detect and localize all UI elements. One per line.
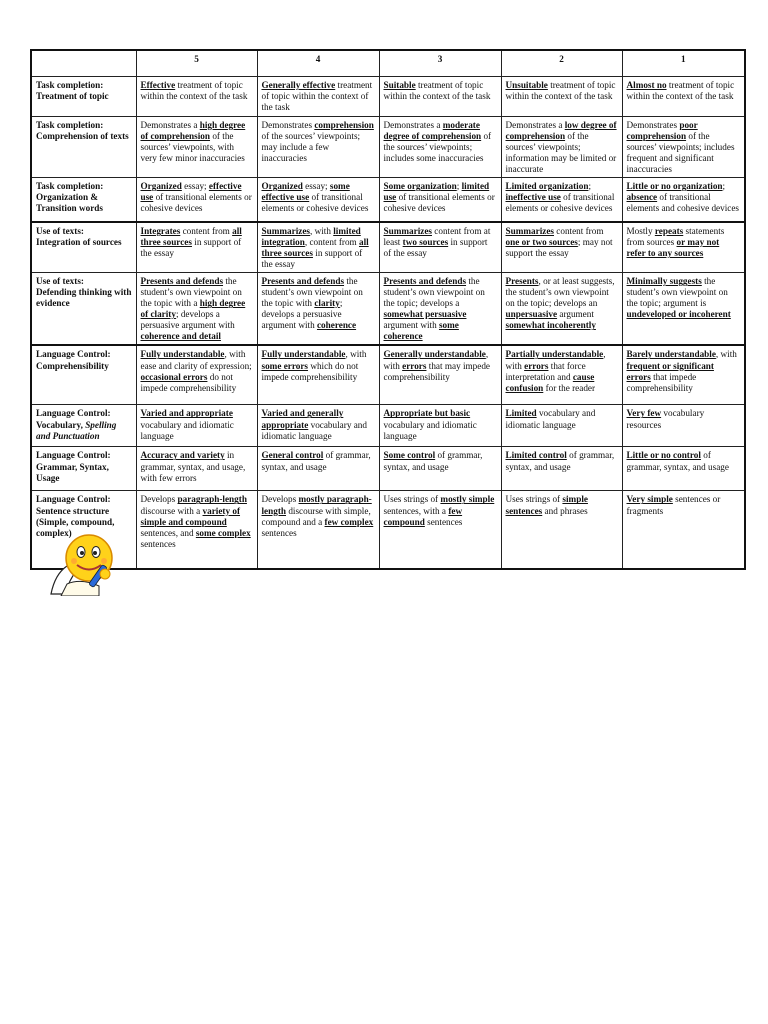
descriptor-text: ; [588,181,592,192]
descriptor-cell-score-2 [501,273,622,346]
rubric-row [31,77,745,117]
emphasis-text: limited use [383,181,490,203]
emphasis-text: clarity [314,298,340,309]
descriptor-cell-score-5 [136,222,257,273]
emphasis-text: or may not refer to any sources [626,237,720,259]
emphasis-text: paragraph-length [177,494,247,505]
criterion-line: Defending thinking with evidence [36,287,132,309]
descriptor-text: Uses strings of [383,494,441,505]
descriptor-text: sentences [140,538,176,549]
emphasis-text: low degree of comprehension [505,120,617,142]
rubric-row [31,273,745,346]
descriptor-text: ; develops a persuasive argument with [261,298,343,331]
criterion-label [31,273,136,346]
descriptor-text: of the sources’ viewpoints; includes frequent and significant inaccuracies [626,131,735,175]
score-header-4: 4 [257,50,379,77]
descriptor-text: vocabulary and idiomatic language [505,408,596,430]
descriptor-text: ; may not support the essay [505,237,613,259]
emphasis-text: Almost no [626,80,667,90]
descriptor-cell-score-1 [622,491,745,570]
emphasis-text: simple sentences [505,494,588,516]
emphasis-text: Limited organization [505,181,589,192]
emphasis-text: absence [626,192,658,203]
rubric-row [31,491,745,570]
emphasis-text: Effective [140,80,176,90]
descriptor-text: treatment of topic within the context of the task [626,80,735,102]
rubric-row [31,405,745,447]
score-header-3: 3 [379,50,501,77]
emphasis-text: unpersuasive [505,309,558,320]
emphasis-text: some coherence [383,320,459,342]
criterion-line: Comprehension of texts [36,131,129,142]
criterion-label [31,447,136,491]
descriptor-text: Demonstrates a [140,120,200,130]
descriptor-text: , with [505,349,606,371]
emphasis-text: high degree of comprehension [140,120,246,142]
emphasis-text: somewhat incoherently [505,320,596,331]
descriptor-cell-score-1 [622,447,745,491]
descriptor-cell-score-3 [379,491,501,570]
descriptor-cell-score-2 [501,447,622,491]
emphasis-text: ineffective use [505,192,561,203]
emphasis-text: General control [261,450,324,461]
descriptor-text: that impede comprehensibility [626,371,697,393]
descriptor-cell-score-3 [379,77,501,117]
criterion-label [31,222,136,273]
emphasis-text: cause confusion [505,371,595,393]
descriptor-text: in grammar, syntax, and usage, with few errors [140,450,246,483]
descriptor-text: Demonstrates [626,120,680,130]
descriptor-text: vocabulary and idiomatic language [383,419,477,441]
descriptor-cell-score-1 [622,273,745,346]
emphasis-text: some errors [261,360,309,371]
descriptor-text: essay; [181,181,209,192]
descriptor-text: argument [557,309,594,320]
emphasis-text: Little or no organization [626,181,723,192]
emphasis-text: Integrates [140,226,181,237]
descriptor-text: , or at least suggests, the student’s own viewpoint on the topic; develops an [505,276,615,309]
emphasis-text: Presents [505,276,539,287]
descriptor-cell-score-1 [622,117,745,178]
criterion-line: (Simple, compound, [36,516,115,527]
header-corner [31,50,136,77]
emphasis-text: few complex [324,516,374,527]
criterion-label [31,405,136,447]
descriptor-text: Demonstrates [261,120,315,130]
criterion-line: Spelling and Punctuation [36,419,117,441]
rubric-row [31,345,745,405]
descriptor-text: Demonstrates a [505,120,565,130]
descriptor-text: , with [345,349,367,360]
emphasis-text: Suitable [383,80,416,90]
descriptor-text: , with [309,226,334,237]
descriptor-text: argument with [383,320,439,331]
descriptor-text: of the sources’ viewpoints; information may be limited or inaccurate [505,131,617,175]
emphasis-text: Summarizes [505,226,554,237]
descriptor-text: , content from [304,237,359,248]
descriptor-text: vocabulary resources [626,408,705,430]
emphasis-text: Unsuitable [505,80,548,90]
criterion-line: Task completion: [36,80,104,90]
descriptor-text: that may impede comprehensibility [383,360,490,382]
emphasis-text: Presents and defends [261,276,345,287]
emphasis-text: Minimally suggests [626,276,702,287]
descriptor-cell-score-1 [622,77,745,117]
descriptor-text: Uses strings of [505,494,563,505]
emphasis-text: coherence and detail [140,331,221,342]
descriptor-text: sentences or fragments [626,494,721,516]
descriptor-text: treatment of topic within the context of the task [383,80,491,102]
criterion-line: Transition words [36,203,103,214]
descriptor-cell-score-4 [257,491,379,570]
criterion-line: Use of texts: [36,276,84,287]
descriptor-cell-score-2 [501,178,622,223]
emphasis-text: Little or no control [626,450,701,461]
emphasis-text: Presents and defends [140,276,224,287]
descriptor-text: of the sources’ viewpoints; includes some inaccuracies [383,131,492,164]
criterion-line: Task completion: [36,120,104,130]
criterion-line: Organization & [36,192,99,203]
descriptor-text: of the sources’ viewpoints; may include a few inaccuracies [261,131,361,164]
descriptor-text: ; [722,181,726,192]
criterion-line: Task completion: [36,181,104,192]
emphasis-text: Limited control [505,450,567,461]
descriptor-cell-score-5 [136,491,257,570]
descriptor-text: Develops [140,494,178,505]
descriptor-cell-score-5 [136,345,257,405]
emphasis-text: Very simple [626,494,673,505]
descriptor-cell-score-3 [379,345,501,405]
descriptor-text: do not impede comprehensibility [140,371,237,393]
descriptor-cell-score-5 [136,77,257,117]
descriptor-cell-score-4 [257,178,379,223]
descriptor-text: content from at least [383,226,491,248]
descriptor-text: content from [180,226,233,237]
emphasis-text: occasional errors [140,371,208,382]
emphasis-text: all three sources [140,226,242,248]
emphasis-text: Generally effective [261,80,336,90]
emphasis-text: all three sources [261,237,369,259]
descriptor-cell-score-3 [379,447,501,491]
descriptor-cell-score-1 [622,345,745,405]
emphasis-text: repeats [654,226,684,237]
emphasis-text: errors [524,360,549,371]
emphasis-text: mostly paragraph-length [261,494,372,516]
descriptor-text: treatment of topic within the context of the task [261,80,373,113]
descriptor-cell-score-2 [501,405,622,447]
descriptor-text: the student’s own viewpoint on the topic with [261,276,363,309]
criterion-line: complex) [36,527,72,538]
descriptor-text: , with [715,349,737,360]
emphasis-text: Summarizes [383,226,432,237]
descriptor-cell-score-5 [136,447,257,491]
descriptor-text: Mostly [626,226,655,237]
descriptor-text: , with [383,349,489,371]
descriptor-text: statements from sources [626,226,725,248]
descriptor-text: of transitional elements or cohesive devices [383,192,495,214]
descriptor-cell-score-3 [379,273,501,346]
descriptor-text: of the sources’ viewpoints, with very few minor inaccuracies [140,131,245,164]
descriptor-cell-score-1 [622,178,745,223]
descriptor-text: in support of the essay [261,248,363,270]
emphasis-text: effective use [140,181,242,203]
descriptor-cell-score-2 [501,222,622,273]
descriptor-text: Demonstrates a [383,120,443,130]
emphasis-text: Some organization [383,181,457,192]
descriptor-text: discourse with simple, compound and a [261,505,371,527]
descriptor-cell-score-5 [136,273,257,346]
emphasis-text: undeveloped or incoherent [626,309,731,320]
descriptor-text: Develops [261,494,299,505]
descriptor-text: of grammar, syntax, and usage [383,450,483,472]
descriptor-text: and phrases [542,505,588,516]
descriptor-text: the student’s own viewpoint on the topic with a [140,276,242,309]
descriptor-cell-score-3 [379,222,501,273]
emphasis-text: high degree of clarity [140,298,246,320]
criterion-line: Language Control: [36,408,111,419]
criterion-line: Language Control: [36,494,111,505]
descriptor-cell-score-1 [622,405,745,447]
descriptor-cell-score-4 [257,447,379,491]
criterion-line: Usage [36,472,60,483]
descriptor-text: treatment of topic within the context of the task [505,80,616,102]
emphasis-text: Organized [261,181,303,192]
criterion-line: Comprehensibility [36,360,109,371]
emphasis-text: moderate degree of comprehension [383,120,482,142]
descriptor-cell-score-4 [257,405,379,447]
descriptor-text: of transitional elements or cohesive devices [140,192,252,214]
emphasis-text: Appropriate but basic [383,408,471,419]
descriptor-cell-score-5 [136,117,257,178]
descriptor-cell-score-4 [257,345,379,405]
descriptor-text: discourse with a [140,505,203,516]
descriptor-cell-score-2 [501,77,622,117]
descriptor-text: the student’s own viewpoint on the topic; argument is [626,276,728,309]
descriptor-cell-score-3 [379,117,501,178]
emphasis-text: Very few [626,408,662,419]
emphasis-text: frequent or significant errors [626,360,714,382]
emphasis-text: few compound [383,505,463,527]
descriptor-text: sentences, with a [383,505,449,516]
descriptor-cell-score-4 [257,77,379,117]
descriptor-cell-score-4 [257,222,379,273]
descriptor-text: content from [553,226,604,237]
criterion-label [31,77,136,117]
emphasis-text: Generally understandable [383,349,486,360]
descriptor-text: of grammar, syntax, and usage [626,450,729,472]
descriptor-text: for the reader [543,382,596,393]
descriptor-text: vocabulary and idiomatic language [140,419,234,441]
descriptor-text: of transitional elements or cohesive devices [261,192,369,214]
descriptor-cell-score-2 [501,345,622,405]
emphasis-text: Fully understandable [261,349,346,360]
descriptor-text: in support of the essay [140,237,242,259]
emphasis-text: Limited [505,408,537,419]
descriptor-cell-score-1 [622,222,745,273]
criterion-label [31,178,136,223]
descriptor-text: vocabulary and idiomatic language [261,419,367,441]
emphasis-text: some effective use [261,181,350,203]
rubric-row [31,447,745,491]
descriptor-cell-score-3 [379,405,501,447]
emphasis-text: somewhat persuasive [383,309,467,320]
criterion-line: Vocabulary, [36,419,86,430]
descriptor-text: ; [456,181,462,192]
emphasis-text: some complex [195,527,251,538]
descriptor-text: that force interpretation and [505,360,586,382]
descriptor-cell-score-2 [501,491,622,570]
emphasis-text: Fully understandable [140,349,225,360]
descriptor-text: treatment of topic within the context of the task [140,80,248,102]
descriptor-text: ; develops a persuasive argument with [140,309,235,331]
score-header-5: 5 [136,50,257,77]
criterion-line: Integration of sources [36,237,122,248]
emphasis-text: Some control [383,450,436,461]
rubric-row [31,222,745,273]
descriptor-text: sentences [424,516,463,527]
emphasis-text: poor comprehension [626,120,698,142]
emphasis-text: limited integration [261,226,361,248]
descriptor-text: the student’s own viewpoint on the topic; develops a [383,276,485,309]
descriptor-cell-score-2 [501,117,622,178]
descriptor-cell-score-3 [379,178,501,223]
criterion-label [31,117,136,178]
criterion-line: Grammar, Syntax, [36,461,109,472]
descriptor-text: of transitional elements and cohesive devices [626,192,740,214]
descriptor-cell-score-5 [136,178,257,223]
rubric-table [30,49,746,570]
descriptor-cell-score-4 [257,273,379,346]
emphasis-text: errors [402,360,427,371]
emphasis-text: Varied and generally appropriate [261,408,344,430]
emphasis-text: Partially understandable [505,349,604,360]
criterion-line: Language Control: [36,349,111,360]
emphasis-text: comprehension [314,120,374,130]
score-header-2: 2 [501,50,622,77]
emphasis-text: Summarizes [261,226,310,237]
descriptor-text: in support of the essay [383,237,488,259]
score-header-1: 1 [622,50,745,77]
rubric-row [31,117,745,178]
smiley-writer-icon [47,530,121,596]
criterion-label [31,345,136,405]
emphasis-text: one or two sources [505,237,578,248]
descriptor-text: , with ease and clarity of expression; [140,349,252,371]
criterion-line: Language Control: [36,450,111,461]
emphasis-text: Accuracy and variety [140,450,225,461]
criterion-line: Use of texts: [36,226,84,237]
criterion-line: Sentence structure [36,505,110,516]
emphasis-text: variety of simple and compound [140,505,241,527]
emphasis-text: mostly simple [440,494,495,505]
emphasis-text: coherence [316,320,357,331]
descriptor-text: sentences, and [140,527,196,538]
emphasis-text: Presents and defends [383,276,467,287]
header-row [31,50,745,77]
criterion-line: Treatment of topic [36,91,109,102]
descriptor-text: of grammar, syntax, and usage [505,450,615,472]
descriptor-text: of grammar, syntax, and usage [261,450,371,472]
emphasis-text: Barely understandable [626,349,716,360]
descriptor-cell-score-4 [257,117,379,178]
emphasis-text: two sources [402,237,449,248]
rubric-row [31,178,745,223]
emphasis-text: Organized [140,181,182,192]
descriptor-text: of transitional elements or cohesive devices [505,192,615,214]
emphasis-text: Varied and appropriate [140,408,233,419]
descriptor-text: which do not impede comprehensibility [261,360,359,382]
descriptor-text: sentences [261,527,297,538]
descriptor-text: essay; [302,181,330,192]
descriptor-cell-score-5 [136,405,257,447]
